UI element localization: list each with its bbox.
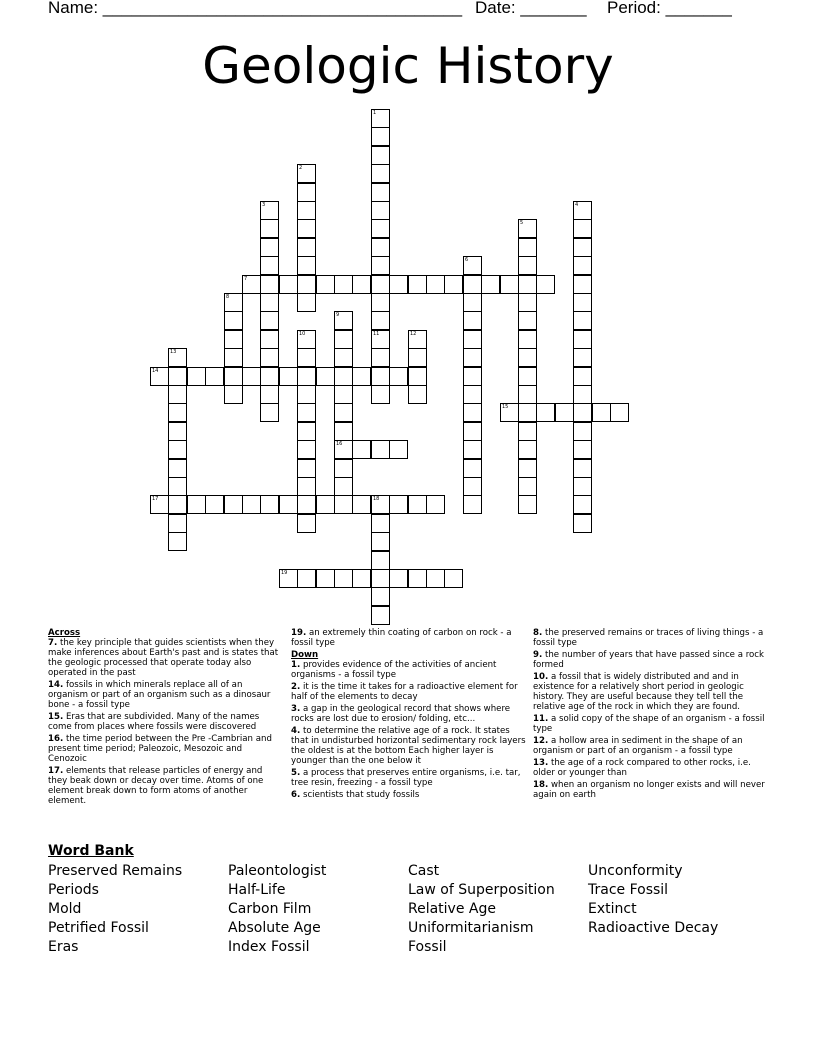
crossword-cell[interactable] [297, 275, 316, 294]
crossword-cell[interactable] [408, 348, 427, 367]
crossword-cell[interactable] [573, 385, 592, 404]
crossword-cell[interactable] [260, 201, 279, 220]
crossword-cell[interactable] [279, 367, 298, 386]
crossword-cell[interactable] [371, 219, 390, 238]
crossword-cell[interactable] [518, 275, 537, 294]
across-clue: 19. an extremely thin coating of carbon on rock - a fossil type [291, 628, 512, 648]
crossword-cell[interactable] [334, 330, 353, 349]
crossword-cell[interactable] [573, 293, 592, 312]
word-bank-col-4 [588, 862, 718, 938]
crossword-cell[interactable] [463, 495, 482, 514]
crossword-cell[interactable] [518, 495, 537, 514]
crossword-cell[interactable] [316, 275, 335, 294]
word-bank-item: Fossil [408, 939, 447, 955]
crossword-cell[interactable] [481, 275, 500, 294]
crossword-cell[interactable] [463, 477, 482, 496]
crossword-cell[interactable] [444, 569, 463, 588]
crossword-cell[interactable] [205, 367, 224, 386]
crossword-cell[interactable] [389, 367, 408, 386]
crossword-cell[interactable] [150, 367, 169, 386]
crossword-cell[interactable] [592, 403, 611, 422]
crossword-cell[interactable] [334, 440, 353, 459]
crossword-cell[interactable] [297, 385, 316, 404]
crossword-cell[interactable] [371, 495, 390, 514]
crossword-cell[interactable] [297, 440, 316, 459]
crossword-cell[interactable] [518, 256, 537, 275]
crossword-cell[interactable] [334, 385, 353, 404]
crossword-cell[interactable] [573, 330, 592, 349]
crossword-cell[interactable] [389, 495, 408, 514]
crossword-cell[interactable] [260, 348, 279, 367]
crossword-cell[interactable] [518, 440, 537, 459]
clue-number: 11 [373, 331, 380, 337]
word-bank-item: Cast [408, 863, 440, 879]
crossword-cell[interactable] [334, 477, 353, 496]
crossword-cell[interactable] [297, 403, 316, 422]
word-bank-item: Half-Life [228, 882, 286, 898]
crossword-cell[interactable] [371, 532, 390, 551]
crossword-cell[interactable] [389, 275, 408, 294]
clue-number: 8 [226, 294, 230, 300]
word-bank-item: Uniformitarianism [408, 920, 534, 936]
crossword-cell[interactable] [444, 275, 463, 294]
crossword-cell[interactable] [463, 256, 482, 275]
crossword-cell[interactable] [334, 569, 353, 588]
crossword-cell[interactable] [187, 495, 206, 514]
word-bank-item: Mold [48, 901, 82, 917]
crossword-cell[interactable] [150, 495, 169, 514]
word-bank-item: Index Fossil [228, 939, 310, 955]
crossword-cell[interactable] [297, 569, 316, 588]
word-bank-item: Periods [48, 882, 99, 898]
crossword-cell[interactable] [371, 311, 390, 330]
crossword-cell[interactable] [260, 385, 279, 404]
crossword-cell[interactable] [518, 330, 537, 349]
crossword-cell[interactable] [334, 348, 353, 367]
crossword-cell[interactable] [316, 569, 335, 588]
crossword-cell[interactable] [500, 275, 519, 294]
crossword-cell[interactable] [463, 311, 482, 330]
crossword-cell[interactable] [316, 495, 335, 514]
crossword-cell[interactable] [371, 348, 390, 367]
crossword-cell[interactable] [518, 403, 537, 422]
header [0, 0, 816, 20]
crossword-cell[interactable] [334, 403, 353, 422]
clues-col-1 [48, 628, 283, 808]
crossword-cell[interactable] [297, 348, 316, 367]
crossword-cell[interactable] [573, 275, 592, 294]
crossword-cell[interactable] [297, 219, 316, 238]
across-clue: 17. elements that release particles of energy and they beak down or decay over time. Atoms of one element break down to form atoms of another element. [48, 766, 264, 806]
word-bank-title: Word Bank [48, 843, 134, 859]
clue-number: 1 [373, 110, 377, 116]
crossword-cell[interactable] [536, 403, 555, 422]
crossword-cell[interactable] [463, 293, 482, 312]
crossword-cell[interactable] [297, 514, 316, 533]
crossword-cell[interactable] [168, 495, 187, 514]
crossword-cell[interactable] [518, 422, 537, 441]
down-heading: Down [291, 650, 319, 660]
crossword-cell[interactable] [260, 311, 279, 330]
crossword-cell[interactable] [518, 219, 537, 238]
crossword-cell[interactable] [260, 495, 279, 514]
crossword-cell[interactable] [371, 201, 390, 220]
crossword-cell[interactable] [426, 495, 445, 514]
word-bank-col-2 [228, 862, 326, 957]
crossword-cell[interactable] [573, 403, 592, 422]
crossword-cell[interactable] [260, 403, 279, 422]
crossword-cell[interactable] [260, 330, 279, 349]
down-clue: 18. when an organism no longer exists and will never again on earth [533, 780, 765, 800]
down-clue: 11. a solid copy of the shape of an organism - a fossil type [533, 714, 765, 734]
crossword-cell[interactable] [371, 569, 390, 588]
crossword-cell[interactable] [573, 422, 592, 441]
crossword-cell[interactable] [297, 459, 316, 478]
crossword-cell[interactable] [297, 495, 316, 514]
clue-number: 10 [299, 331, 306, 337]
crossword-cell[interactable] [371, 514, 390, 533]
across-heading: Across [48, 628, 81, 638]
crossword-cell[interactable] [573, 219, 592, 238]
name-field: Name: ______________________________________ [48, 0, 463, 17]
crossword-cell[interactable] [352, 495, 371, 514]
clue-number: 13 [170, 349, 177, 355]
crossword-cell[interactable] [168, 422, 187, 441]
crossword-cell[interactable] [408, 569, 427, 588]
crossword-cell[interactable] [573, 238, 592, 257]
crossword-cell[interactable] [371, 146, 390, 165]
word-bank-item: Unconformity [588, 863, 683, 879]
crossword-cell[interactable] [371, 293, 390, 312]
crossword-cell[interactable] [408, 275, 427, 294]
crossword-cell[interactable] [334, 367, 353, 386]
word-bank-item: Extinct [588, 901, 637, 917]
crossword-cell[interactable] [297, 201, 316, 220]
crossword-cell[interactable] [187, 367, 206, 386]
word-bank-item: Radioactive Decay [588, 920, 719, 936]
crossword-cell[interactable] [518, 459, 537, 478]
crossword-cell[interactable] [463, 385, 482, 404]
date-field: Date: _______ [475, 0, 587, 17]
clue-number: 4 [575, 202, 579, 208]
crossword-cell[interactable] [168, 348, 187, 367]
crossword-cell[interactable] [297, 330, 316, 349]
crossword-cell[interactable] [168, 514, 187, 533]
crossword-cell[interactable] [371, 440, 390, 459]
crossword-cell[interactable] [408, 367, 427, 386]
clue-number: 17 [152, 496, 159, 502]
crossword-cell[interactable] [463, 275, 482, 294]
down-clue: 8. the preserved remains or traces of living things - a fossil type [533, 628, 764, 648]
crossword-cell[interactable] [371, 164, 390, 183]
crossword-cell[interactable] [297, 367, 316, 386]
crossword-cell[interactable] [297, 238, 316, 257]
crossword-cell[interactable] [242, 275, 261, 294]
clue-number: 18 [373, 496, 380, 502]
crossword-cell[interactable] [573, 256, 592, 275]
word-bank-item: Petrified Fossil [48, 920, 149, 936]
crossword-cell[interactable] [573, 514, 592, 533]
crossword-cell[interactable] [297, 164, 316, 183]
word-bank-item: Law of Superposition [408, 882, 555, 898]
down-clue: 9. the number of years that have passed since a rock formed [533, 650, 764, 670]
crossword-cell[interactable] [168, 385, 187, 404]
word-bank-col-3 [408, 862, 555, 957]
crossword-cell[interactable] [279, 569, 298, 588]
crossword-cell[interactable] [224, 367, 243, 386]
crossword-cell[interactable] [260, 219, 279, 238]
crossword-cell[interactable] [500, 403, 519, 422]
crossword-cell[interactable] [334, 275, 353, 294]
crossword-cell[interactable] [573, 440, 592, 459]
clue-number: 3 [262, 202, 266, 208]
crossword-cell[interactable] [389, 440, 408, 459]
crossword-cell[interactable] [573, 477, 592, 496]
crossword-cell[interactable] [536, 275, 555, 294]
clue-number: 9 [336, 312, 340, 318]
crossword-cell[interactable] [371, 275, 390, 294]
crossword-cell[interactable] [168, 367, 187, 386]
crossword-cell[interactable] [168, 440, 187, 459]
crossword-cell[interactable] [371, 330, 390, 349]
crossword-cell[interactable] [297, 256, 316, 275]
crossword-cell[interactable] [242, 495, 261, 514]
crossword-cell[interactable] [408, 385, 427, 404]
crossword-cell[interactable] [463, 459, 482, 478]
crossword-cell[interactable] [371, 183, 390, 202]
crossword-cell[interactable] [260, 367, 279, 386]
clue-number: 19 [281, 570, 288, 576]
clue-number: 2 [299, 165, 303, 171]
clues-col-3 [533, 628, 768, 802]
crossword-cell[interactable] [224, 311, 243, 330]
across-clue: 14. fossils in which minerals replace all of an organism or part of an organism such as a dinosaur bone - a fossil type [48, 680, 271, 710]
crossword-cell[interactable] [573, 311, 592, 330]
crossword-cell[interactable] [224, 495, 243, 514]
crossword-cell[interactable] [371, 606, 390, 625]
crossword-cell[interactable] [371, 109, 390, 128]
word-bank-item: Preserved Remains [48, 863, 183, 879]
word-bank-col-1 [48, 862, 182, 957]
crossword-cell[interactable] [463, 403, 482, 422]
across-clue: 16. the time period between the Pre -Cambrian and present time period; Paleozoic, Mesozoic and Cenozoic [48, 734, 272, 764]
clue-number: 15 [502, 404, 509, 410]
crossword-cell[interactable] [371, 238, 390, 257]
crossword-cell[interactable] [518, 367, 537, 386]
crossword-cell[interactable] [168, 459, 187, 478]
crossword-cell[interactable] [463, 348, 482, 367]
crossword-cell[interactable] [573, 459, 592, 478]
crossword-cell[interactable] [334, 495, 353, 514]
down-clue: 2. it is the time it takes for a radioactive element for half of the elements to decay [291, 682, 518, 702]
crossword-cell[interactable] [371, 551, 390, 570]
crossword-cell[interactable] [573, 367, 592, 386]
clue-number: 16 [336, 441, 343, 447]
clue-number: 12 [410, 331, 417, 337]
crossword-cell[interactable] [168, 532, 187, 551]
crossword-cell[interactable] [518, 348, 537, 367]
crossword-cell[interactable] [426, 569, 445, 588]
crossword-cell[interactable] [260, 238, 279, 257]
across-clue: 7. the key principle that guides scientists when they make inferences about Earth's past and is states that the geologic processed that operate today also operated in the past [48, 638, 279, 678]
crossword-cell[interactable] [518, 385, 537, 404]
crossword-cell[interactable] [573, 495, 592, 514]
word-bank-item: Absolute Age [228, 920, 321, 936]
crossword-cell[interactable] [463, 422, 482, 441]
word-bank-item: Eras [48, 939, 79, 955]
crossword-cell[interactable] [352, 275, 371, 294]
crossword-cell[interactable] [352, 569, 371, 588]
crossword-cell[interactable] [371, 256, 390, 275]
clues-col-2 [291, 628, 526, 802]
down-clue: 5. a process that preserves entire organisms, i.e. tar, tree resin, freezing - a fossil type [291, 768, 521, 788]
crossword-cell[interactable] [408, 495, 427, 514]
crossword-cell[interactable] [334, 311, 353, 330]
crossword-cell[interactable] [463, 367, 482, 386]
crossword-cell[interactable] [297, 422, 316, 441]
crossword-cell[interactable] [297, 183, 316, 202]
crossword-cell[interactable] [352, 440, 371, 459]
clue-number: 14 [152, 368, 159, 374]
word-bank-item: Trace Fossil [588, 882, 669, 898]
crossword-cell[interactable] [352, 367, 371, 386]
crossword-cell[interactable] [518, 293, 537, 312]
crossword-cell[interactable] [408, 330, 427, 349]
clue-number: 6 [465, 257, 469, 263]
crossword-cell[interactable] [279, 275, 298, 294]
crossword-cell[interactable] [205, 495, 224, 514]
down-clue: 13. the age of a rock compared to other rocks, i.e. older or younger than [533, 758, 751, 778]
crossword-cell[interactable] [297, 477, 316, 496]
down-clue: 6. scientists that study fossils [291, 790, 420, 800]
crossword-cell[interactable] [334, 459, 353, 478]
crossword-cell[interactable] [297, 293, 316, 312]
crossword-cell[interactable] [371, 587, 390, 606]
clue-number: 5 [520, 220, 524, 226]
crossword-cell[interactable] [260, 293, 279, 312]
crossword-cell[interactable] [389, 569, 408, 588]
crossword-cell[interactable] [371, 127, 390, 146]
crossword-cell[interactable] [573, 201, 592, 220]
crossword-cell[interactable] [316, 367, 335, 386]
crossword-cell[interactable] [260, 256, 279, 275]
crossword-cell[interactable] [260, 275, 279, 294]
crossword-cell[interactable] [463, 440, 482, 459]
crossword-cell[interactable] [168, 477, 187, 496]
crossword-cell[interactable] [334, 422, 353, 441]
crossword-cell[interactable] [224, 348, 243, 367]
word-bank-item: Carbon Film [228, 901, 312, 917]
word-bank-item: Relative Age [408, 901, 496, 917]
down-clue: 1. provides evidence of the activities of ancient organisms - a fossil type [291, 660, 497, 680]
crossword-cell[interactable] [224, 293, 243, 312]
crossword-cell[interactable] [371, 367, 390, 386]
crossword-cell[interactable] [518, 238, 537, 257]
crossword-cell[interactable] [168, 403, 187, 422]
crossword-cell[interactable] [242, 367, 261, 386]
across-clue: 15. Eras that are subdivided. Many of the names come from places where fossils were discovered [48, 712, 260, 732]
crossword-cell[interactable] [518, 311, 537, 330]
crossword-cell[interactable] [610, 403, 629, 422]
clue-number: 7 [244, 276, 248, 282]
crossword-cell[interactable] [555, 403, 574, 422]
crossword-cell[interactable] [463, 330, 482, 349]
crossword-cell[interactable] [518, 477, 537, 496]
word-bank-item: Paleontologist [228, 863, 327, 879]
down-clue: 12. a hollow area in sediment in the shape of an organism or part of an organism - a fossil type [533, 736, 743, 756]
crossword-cell[interactable] [224, 330, 243, 349]
down-clue: 3. a gap in the geological record that shows where rocks are lost due to erosion/ folding, etc... [291, 704, 511, 724]
down-clue: 4. to determine the relative age of a rock. It states that in undisturbed horizontal sedimentary rock layers the oldest is at the bottom Each higher layer is younger than the one below it [291, 726, 526, 766]
down-clue: 10. a fossil that is widely distributed and and in existence for a relatively short period in geologic history. They are useful because they tell tell the relative age of the rock in which they are found. [533, 672, 744, 712]
crossword-cell[interactable] [279, 495, 298, 514]
period-field: Period: _______ [607, 0, 732, 17]
crossword-cell[interactable] [573, 348, 592, 367]
page-title: Geologic History [202, 37, 614, 95]
crossword-cell[interactable] [371, 385, 390, 404]
crossword-cell[interactable] [224, 385, 243, 404]
crossword-cell[interactable] [426, 275, 445, 294]
